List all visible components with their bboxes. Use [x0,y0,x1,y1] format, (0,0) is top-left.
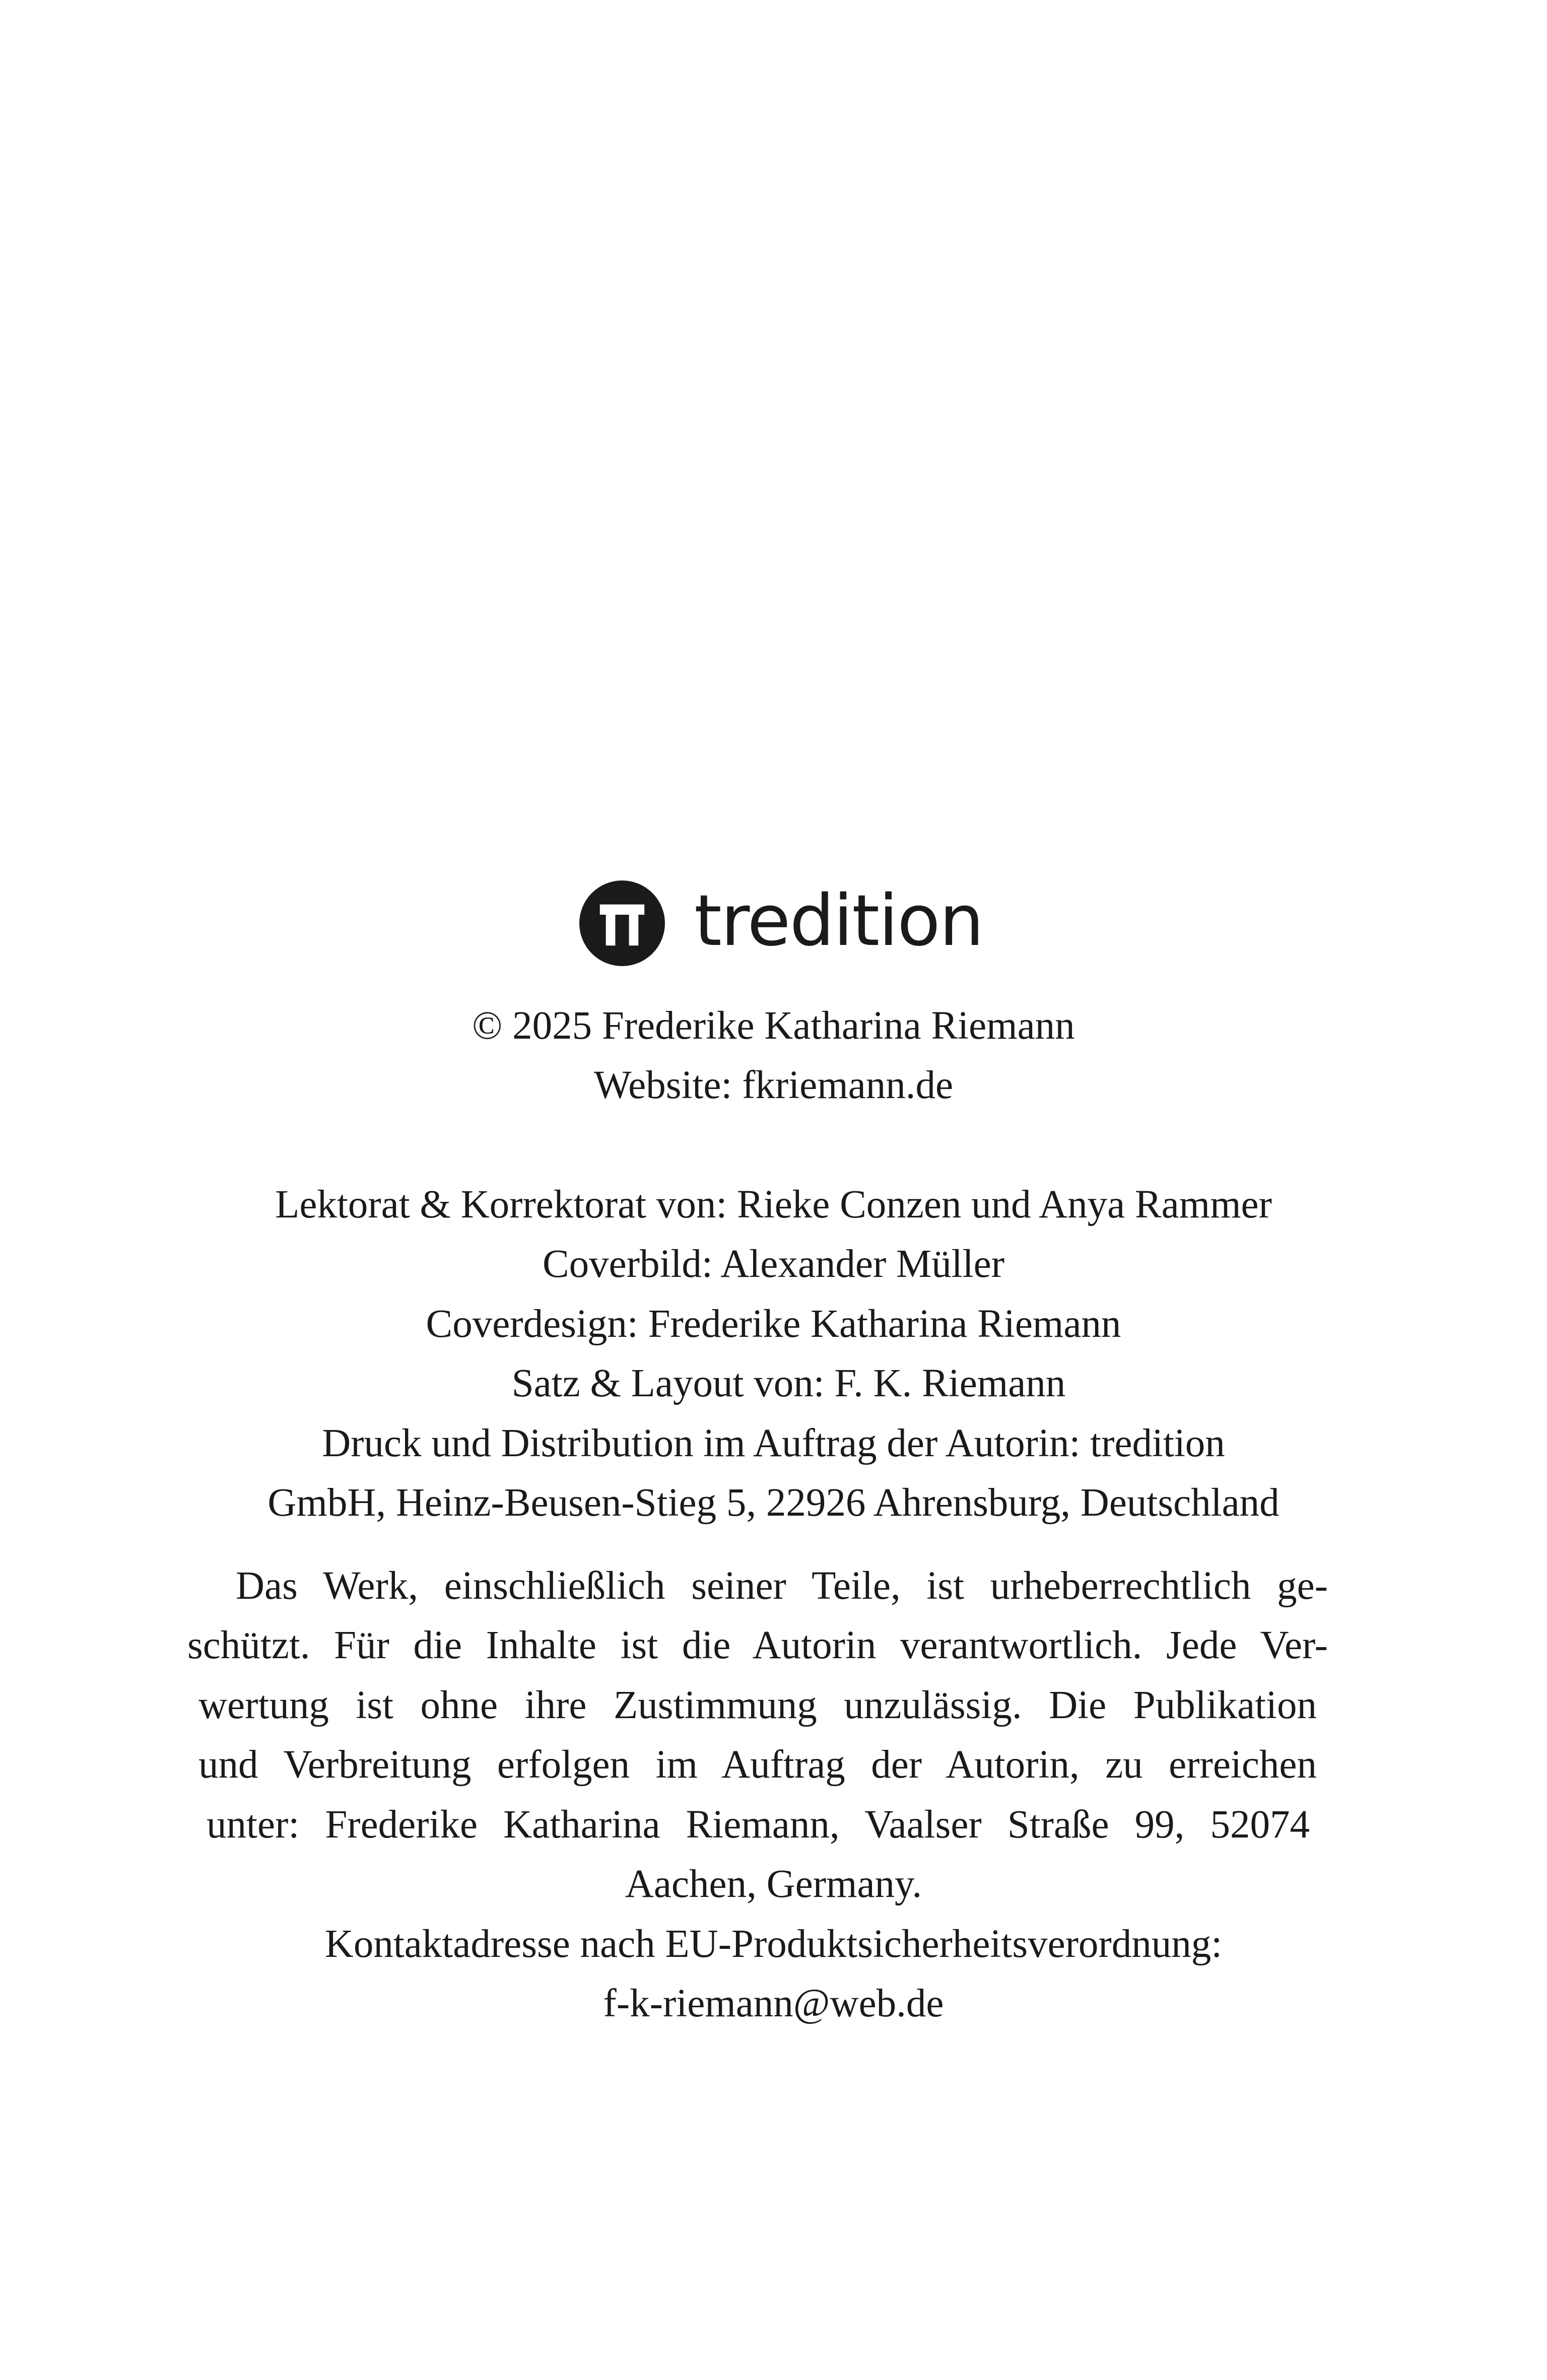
legal-last-line: Aachen, Germany. [625,1862,922,1906]
credit-layout: Satz & Layout von: F. K. Riemann [511,1362,1066,1405]
tredition-logo-icon [579,880,665,966]
distribution-line-2: GmbH, Heinz-Beusen-Stieg 5, 22926 Ahrensburg, Deutschland [267,1481,1280,1525]
credit-cover-design: Coverdesign: Frederike Katharina Riemann [426,1302,1121,1346]
legal-line-5: unter: Frederike Katharina Riemann, Vaalser Straße 99, 52074 [207,1803,1310,1847]
publisher-logo [579,879,983,967]
website-line: Website: fkriemann.de [593,1063,954,1107]
contact-label: Kontaktadresse nach EU-Produktsicherheitsverordnung: [324,1922,1223,1966]
credit-cover-image: Coverbild: Alexander Müller [542,1242,1005,1286]
contact-email[interactable]: f-k-riemann@web.de [603,1982,944,2025]
logo-wordmark: tredition [694,879,983,962]
legal-line-4: und Verbreitung erfolgen im Auftrag der Autorin, zu erreichen [198,1743,1317,1787]
distribution-line-1: Druck und Distribution im Auftrag der Autorin: tredition [322,1421,1225,1465]
legal-line-2: schützt. Für die Inhalte ist die Autorin verantwortlich. Jede Ver- [187,1623,1328,1667]
copyright-line: © 2025 Frederike Katharina Riemann [472,1004,1075,1048]
credit-editing: Lektorat & Korrektorat von: Rieke Conzen und Anya Rammer [275,1183,1272,1227]
legal-line-1: Das Werk, einschließlich seiner Teile, ist urheberrechtlich ge- [236,1564,1328,1608]
legal-line-3: wertung ist ohne ihre Zustimmung unzulässig. Die Publikation [198,1683,1317,1727]
